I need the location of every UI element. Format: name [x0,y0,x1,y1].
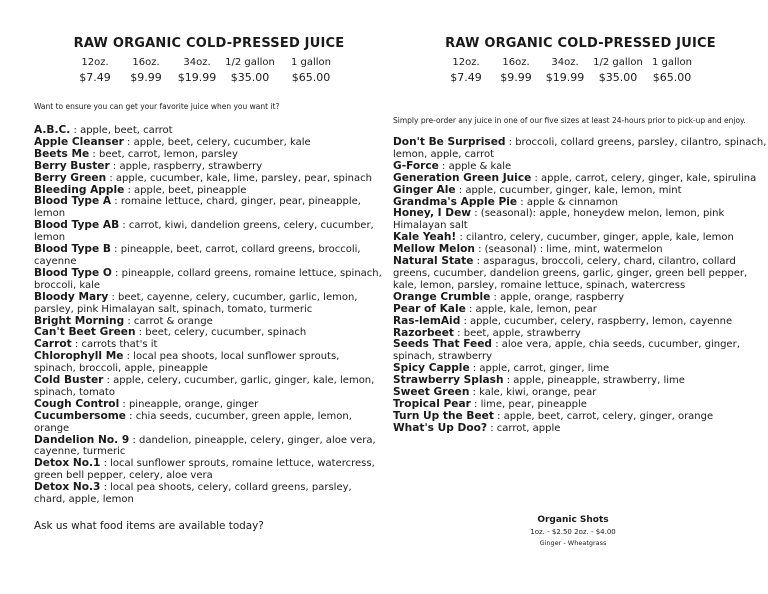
juice-item: What's Up Doo? : carrot, apple [393,421,561,434]
juice-ingredients: (seasonal): apple, honeydew melon, lemon, pink Himalayan salt [393,208,725,232]
juice-name: Dandelion No. 9 [34,433,130,446]
juice-name: Seeds That Feed [393,338,493,351]
size-price: $9.99 [500,71,532,84]
organic-shots [493,515,653,547]
juice-name: Strawberry Splash [393,374,504,387]
juice-name: Chlorophyll Me [34,350,124,363]
size-34oz [539,56,591,86]
juice-item: Turn Up the Beet : apple, beet, carrot, celery, ginger, orange [393,409,714,422]
juice-item: Can't Beet Green : beet, celery, cucumber, spinach [34,326,307,339]
juice-item: Pear of Kale : apple, kale, lemon, pear [393,302,597,315]
juice-item: Cough Control : pineapple, orange, ginger [34,397,259,410]
juice-ingredients: pineapple, collard greens, romaine lettuce, spinach, broccoli, kale [34,267,382,291]
juice-ingredients: asparagus, broccoli, celery, chard, cilantro, collard greens, cucumber, dandelion greens, garlic, ginger, green bell pepper, kale, lemon, parsley, romaine lettuce, spinach, watercress [393,256,748,291]
juice-name: Tropical Pear [393,397,471,410]
juice-ingredients: pineapple, orange, ginger [128,398,259,410]
juice-ingredients: beet, carrot, lemon, parsley [98,148,238,160]
size-price: $9.99 [130,71,162,84]
juice-item: Bleeding Apple : apple, beet, pineapple [34,183,247,196]
juice-name: Bright Morning [34,314,125,327]
juice-name: Cucumbersome [34,409,126,422]
juice-name: Detox No.1 [34,457,101,470]
juice-name: Kale Yeah! [393,231,457,244]
size-price: $19.99 [545,71,585,84]
juice-name: Bloody Mary [34,290,109,303]
juice-name: Beets Me [34,147,90,160]
size-label: 12oz. [81,57,109,68]
juice-ingredients: kale, kiwi, orange, pear [479,387,597,399]
juice-item: Chlorophyll Me : local pea shoots, local sunflower sprouts, spinach, broccoli, apple, pineapple [34,350,340,375]
juice-ingredients: local sunflower sprouts, romaine lettuce, watercress, green bell pepper, celery, aloe vera [34,458,375,482]
juice-name: Natural State [393,255,474,268]
size-price: $65.00 [291,71,331,84]
juice-ingredients: apple, cucumber, ginger, kale, lemon, mint [465,184,682,196]
juice-name: Razorbeet [393,326,454,339]
juice-item: Ginger Ale : apple, cucumber, ginger, kale, lemon, mint [393,183,682,196]
food-question: Ask us what food items are available today? [34,520,264,532]
juice-ingredients: carrots that's it [81,339,158,351]
juice-name: Ginger Ale [393,183,456,196]
juice-item: Apple Cleanser : apple, beet, celery, cucumber, kale [34,135,311,148]
juice-item: Berry Green : apple, cucumber, kale, lime, parsley, pear, spinach [34,171,372,184]
juice-item: Sweet Green : kale, kiwi, orange, pear [393,386,597,399]
size-label: 1/2 gallon [593,57,643,68]
juice-name: Berry Green [34,171,107,184]
juice-item: Honey, I Dew : (seasonal): apple, honeydew melon, lemon, pink Himalayan salt [393,207,725,232]
juice-ingredients: cilantro, celery, cucumber, ginger, apple, kale, lemon [466,232,734,244]
juice-ingredients: apple & kale [448,160,512,172]
juice-name: Cold Buster [34,374,104,387]
juice-ingredients: apple, carrot, ginger, lime [479,363,610,375]
juice-item: Grandma's Apple Pie : apple & cinnamon [393,195,618,208]
juice-name: Grandma's Apple Pie [393,195,518,208]
size-12oz [440,56,492,86]
juice-item: Blood Type O : pineapple, collard greens, romaine lettuce, spinach, broccoli, kale [34,266,382,291]
juice-ingredients: (seasonal) : lime, mint, watermelon [484,244,663,256]
juice-name: Spicy Capple [393,362,470,375]
shots-title: Organic Shots [537,515,609,525]
juice-name: Bleeding Apple [34,183,125,196]
size-label: 16oz. [132,57,160,68]
juice-item: Generation Green Juice : apple, carrot, celery, ginger, kale, spirulina [393,171,757,184]
juice-item: Blood Type A : romaine lettuce, chard, ginger, pear, pineapple, lemon [34,195,361,220]
shots-prices: 1oz. - $2.50 2oz. - $4.00 [530,528,616,536]
juice-item: Seeds That Feed : aloe vera, apple, chia seeds, cucumber, ginger, spinach, strawberry [393,338,740,363]
juice-ingredients: romaine lettuce, chard, ginger, pear, pineapple, lemon [34,196,361,220]
size-34oz [171,56,223,86]
juice-ingredients: beet, apple, strawberry [463,327,581,339]
juice-ingredients: carrot, kiwi, dandelion greens, celery, cucumber, lemon [34,220,374,244]
juice-ingredients: apple, beet, carrot [80,125,173,136]
juice-item: Blood Type B : pineapple, beet, carrot, collard greens, broccoli, cayenne [34,243,361,267]
menu-title: RAW ORGANIC COLD-PRESSED JUICE [73,36,345,51]
size-label: 34oz. [551,57,579,68]
size-16oz [490,56,542,86]
juice-ingredients: apple, beet, pineapple [134,184,247,196]
juice-ingredients: beet, celery, cucumber, spinach [145,327,307,339]
juice-item: Orange Crumble : apple, orange, raspberry [393,290,625,303]
juice-item: Strawberry Splash : apple, pineapple, strawberry, lime [393,374,685,387]
size-half-gallon [224,56,276,86]
juice-name: Turn Up the Beet [393,409,494,422]
juice-name: Apple Cleanser [34,135,124,148]
juice-item: Carrot : carrots that's it [34,338,158,351]
preorder-note: Simply pre-order any juice in one of our five sizes at least 24-hours prior to pick-up and enjoy. [393,116,746,125]
juice-item: Bright Morning : carrot & orange [34,314,213,327]
size-label: 1/2 gallon [225,57,275,68]
juice-ingredients: chia seeds, cucumber, green apple, lemon, orange [34,410,352,434]
juice-ingredients: apple & cinnamon [526,196,618,208]
juice-ingredients: apple, raspberry, strawberry [119,160,263,172]
size-16oz [120,56,172,86]
size-label: 1 gallon [651,57,693,68]
juice-item: Ras-lemAid : apple, cucumber, celery, raspberry, lemon, cayenne [393,314,733,327]
juice-ingredients: pineapple, beet, carrot, collard greens, broccoli, cayenne [34,244,361,267]
juice-item: Spicy Capple : apple, carrot, ginger, lime [393,362,610,375]
size-label: 16oz. [502,57,530,68]
juice-item: Natural State : asparagus, broccoli, celery, chard, cilantro, collard greens, cucumber, dandelion greens, garlic, ginger, green bell pepper, kale, lemon, parsley, romaine lettuce, spinach, watercress [393,255,748,291]
juice-name: Generation Green Juice [393,171,532,184]
juice-item: Bloody Mary : beet, cayenne, celery, cucumber, garlic, lemon, parsley, pink Himalayan salt, spinach, tomato, turmeric [34,290,358,315]
juice-name: Ras-lemAid [393,314,461,327]
juice-ingredients: local pea shoots, celery, collard greens, parsley, chard, apple, lemon [34,482,352,506]
size-gallon [285,56,337,86]
size-price: $35.00 [230,71,270,84]
size-label: 12oz. [452,57,480,68]
juice-name: Don't Be Surprised [393,136,506,148]
juice-item: Cucumbersome : chia seeds, cucumber, green apple, lemon, orange [34,409,352,434]
juice-ingredients: apple, orange, raspberry [500,291,625,303]
juice-name: Cough Control [34,397,120,410]
juice-item: Cold Buster : apple, celery, cucumber, garlic, ginger, kale, lemon, spinach, tomato [34,374,375,398]
menu-title: RAW ORGANIC COLD-PRESSED JUICE [445,36,716,51]
juice-name: Blood Type O [34,266,112,279]
juice-item: Kale Yeah! : cilantro, celery, cucumber, ginger, apple, kale, lemon [393,231,734,244]
size-price: $35.00 [598,71,638,84]
juice-ingredients: broccoli, collard greens, parsley, cilantro, spinach, lemon, apple, carrot [393,137,767,160]
juice-list [34,125,382,506]
juice-ingredients: apple, kale, lemon, pear [475,303,597,315]
juice-item: Detox No.1 : local sunflower sprouts, romaine lettuce, watercress, green bell pepper, celery, aloe vera [34,457,375,482]
preorder-note: Want to ensure you can get your favorite juice when you want it? [34,102,280,111]
size-12oz [69,56,121,86]
juice-name: Blood Type B [34,243,111,256]
juice-ingredients: carrot & orange [133,315,213,327]
juice-name: Blood Type AB [34,219,120,232]
juice-name: Pear of Kale [393,302,466,315]
juice-ingredients: apple, beet, carrot, celery, ginger, orange [503,410,714,422]
juice-list [393,137,768,435]
juice-item: A.B.C. : apple, beet, carrot [34,124,173,136]
juice-name: Detox No.3 [34,481,101,494]
juice-name: Blood Type A [34,195,112,208]
juice-item: Blood Type AB : carrot, kiwi, dandelion greens, celery, cucumber, lemon [34,219,374,244]
size-gallon [646,56,698,86]
juice-item: Don't Be Surprised : broccoli, collard greens, parsley, cilantro, spinach, lemon, apple, carrot [393,136,767,160]
juice-item: G-Force : apple & kale [393,159,512,172]
juice-item: Beets Me : beet, carrot, lemon, parsley [34,147,238,160]
juice-ingredients: apple, carrot, celery, ginger, kale, spirulina [541,172,757,184]
juice-name: Honey, I Dew [393,207,472,220]
juice-name: Can't Beet Green [34,326,136,339]
juice-ingredients: apple, pineapple, strawberry, lime [513,375,685,387]
size-label: 1 gallon [290,57,332,68]
juice-item: Berry Buster : apple, raspberry, strawberry [34,159,263,172]
juice-item: Dandelion No. 9 : dandelion, pineapple, celery, ginger, aloe vera, cayenne, turmeric [34,433,376,458]
juice-name: Mellow Melon [393,243,475,256]
size-price: $19.99 [177,71,217,84]
juice-ingredients: apple, beet, celery, cucumber, kale [133,136,311,148]
juice-ingredients: apple, celery, cucumber, garlic, ginger, kale, lemon, spinach, tomato [34,375,375,398]
juice-name: Carrot [34,338,72,351]
juice-name: Orange Crumble [393,290,491,303]
size-label: 34oz. [183,57,211,68]
size-price: $7.49 [450,71,482,84]
juice-ingredients: aloe vera, apple, chia seeds, cucumber, ginger, spinach, strawberry [393,339,740,363]
juice-ingredients: dandelion, pineapple, celery, ginger, aloe vera, cayenne, turmeric [34,434,376,458]
juice-item: Detox No.3 : local pea shoots, celery, collard greens, parsley, chard, apple, lemon [34,481,352,506]
juice-ingredients: beet, cayenne, celery, cucumber, garlic, lemon, parsley, pink Himalayan salt, spinach, tomato, turmeric [34,291,358,315]
juice-item: Tropical Pear : lime, pear, pineapple [393,397,587,410]
juice-ingredients: apple, cucumber, celery, raspberry, lemon, cayenne [470,315,733,327]
juice-name: G-Force [393,159,439,172]
juice-ingredients: local pea shoots, local sunflower sprouts, spinach, broccoli, apple, pineapple [34,351,340,375]
juice-ingredients: carrot, apple [496,422,561,434]
juice-name: What's Up Doo? [393,421,488,434]
juice-item: Razorbeet : beet, apple, strawberry [393,326,581,339]
size-half-gallon [592,56,644,86]
juice-ingredients: lime, pear, pineapple [480,398,587,410]
juice-name: Sweet Green [393,386,470,399]
juice-ingredients: apple, cucumber, kale, lime, parsley, pear, spinach [115,172,372,184]
size-price: $65.00 [652,71,692,84]
juice-name: A.B.C. [34,124,71,136]
juice-name: Berry Buster [34,159,110,172]
juice-item: Mellow Melon : (seasonal) : lime, mint, watermelon [393,243,663,256]
size-price: $7.49 [79,71,111,84]
shots-types: Ginger - Wheatgrass [539,539,607,547]
